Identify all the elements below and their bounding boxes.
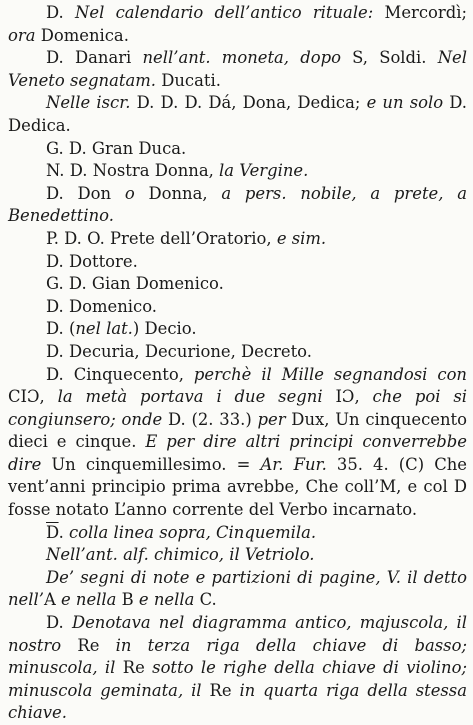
entry-text-segment: Re xyxy=(61,635,116,655)
entry-text-segment: che poi si congiunsero; onde xyxy=(8,387,467,429)
entry-gran-duca xyxy=(8,138,467,161)
entry-text-segment: Nelle iscr. xyxy=(46,93,131,113)
entry-text-segment: sotto le righe della chiave di violino; minuscola geminata, il xyxy=(8,658,468,700)
entry-text-segment: nell’ant. moneta, dopo xyxy=(142,48,341,68)
entry-nostra-donna xyxy=(8,160,467,183)
entry-text-segment: De’ segni di note e partizioni di pagine, V. il detto nell’ xyxy=(8,567,467,610)
entry-text-segment: per xyxy=(257,409,286,429)
entry-text-segment: D. Cinquecento, xyxy=(46,364,194,384)
entry-text-segment: ora xyxy=(8,25,36,45)
entry-text-segment: e nella xyxy=(138,590,195,610)
entry-text-segment: in quarta riga della stessa chiave. xyxy=(8,680,467,723)
entry-text-segment: Dux, Un cinquecento dieci e cinque. xyxy=(8,409,467,452)
entry-text-segment: Ar. Fur. xyxy=(260,454,327,474)
entry-decuria xyxy=(8,341,467,364)
entry-text-segment: o xyxy=(124,183,135,203)
entry-text-segment: e sim. xyxy=(276,228,327,248)
entry-text-segment: Re xyxy=(201,680,240,700)
entry-diagramma xyxy=(8,612,467,725)
entry-text-segment: Donna, xyxy=(134,183,222,203)
entry-text-segment: e nella xyxy=(61,590,117,610)
entry-text-segment: N. D. Nostra Donna, xyxy=(46,161,220,181)
entry-text-segment: C. xyxy=(194,590,217,610)
entry-text-segment: colla linea sopra, Cinquemila. xyxy=(68,522,317,542)
entry-cinquemila xyxy=(8,522,467,545)
entry-text-segment: Nel Veneto segnatam. xyxy=(8,48,467,90)
entry-iscrizioni xyxy=(8,92,467,137)
entry-vetriolo xyxy=(8,544,467,567)
entry-text-segment: Nel calendario dell’antico rituale: xyxy=(75,3,374,22)
entry-gian-domenico xyxy=(8,273,467,296)
entry-text-segment: ) Decio. xyxy=(132,319,197,339)
entry-text-segment: perchè il Mille segnandosi con xyxy=(193,364,467,384)
entry-text-segment: la metà portava i due segni xyxy=(57,387,323,407)
entry-text-segment: S, Soldi. xyxy=(340,48,438,68)
entry-text-segment: a pers. nobile, a prete, a Benedettino. xyxy=(8,183,467,226)
entry-segni-note xyxy=(8,567,467,612)
entry-text-segment: Nell’ant. alf. chimico, il Vetriolo. xyxy=(46,545,315,565)
entry-text-segment: Ducati. xyxy=(156,70,221,90)
entry-text-segment: in terza riga della chiave di basso; minuscola, il xyxy=(8,635,467,678)
entry-text-segment: A xyxy=(43,590,62,610)
entry-text-segment: D. ( xyxy=(46,319,76,339)
entry-oratorio xyxy=(8,228,467,251)
entry-text-segment: D. xyxy=(46,3,76,22)
entry-text-segment: E per dire altri principi converrebbe dire xyxy=(8,432,467,474)
entry-text-segment: P. D. O. Prete dell’Oratorio, xyxy=(46,228,277,248)
entry-text-segment: D. Don xyxy=(46,183,125,203)
entry-text-segment: la Vergine. xyxy=(219,161,309,181)
entry-text-segment: Mercordì; xyxy=(373,3,468,22)
entry-text-segment: Re xyxy=(115,658,153,678)
entry-text-segment: $\overline{D}$ xyxy=(46,522,59,542)
entry-text-segment: B xyxy=(116,590,139,610)
entry-text-segment: Un cinquemillesimo. = xyxy=(41,454,261,474)
entry-domenico xyxy=(8,296,467,319)
entry-text-segment: 35. 4. (C) Che vent’anni principio prima avrebbe, Che coll’M, e col D fosse notato L’anno corrente del Verbo incarnato. xyxy=(8,454,467,520)
entry-cinquecento xyxy=(8,364,467,522)
entry-danari xyxy=(8,47,467,92)
entry-text-segment: G. D. Gran Duca. xyxy=(46,138,187,158)
entry-decio xyxy=(8,318,467,341)
entry-text-segment: D. Dottore. xyxy=(46,251,138,271)
entry-calendario xyxy=(8,2,467,47)
entry-text-segment: . xyxy=(58,522,69,542)
entry-text-segment: IƆ, xyxy=(322,387,373,407)
entry-text-segment: D. Decuria, Decurione, Decreto. xyxy=(46,341,312,361)
entry-text-segment: nel lat. xyxy=(75,319,133,339)
entry-text-segment: D. D. D. Dá, Dona, Dedica; xyxy=(130,93,367,113)
entry-text-segment: D. (2. 33.) xyxy=(162,409,258,429)
entry-text-segment: G. D. Gian Domenico. xyxy=(46,274,224,294)
entry-text-segment: D. xyxy=(46,613,72,633)
entry-text-segment: Domenica. xyxy=(35,25,129,45)
entry-text-segment: e un solo xyxy=(366,93,444,113)
entry-text-segment: D. Danari xyxy=(46,48,143,68)
entry-don-donna xyxy=(8,183,467,228)
entry-text-segment: D. Dedica. xyxy=(8,93,468,135)
entry-text-segment: CIƆ, xyxy=(8,387,58,407)
entry-text-segment: D. Domenico. xyxy=(46,296,157,316)
entry-text-segment: Denotava nel diagramma antico, majuscola, il nostro xyxy=(8,613,467,655)
entry-dottore xyxy=(8,251,467,274)
